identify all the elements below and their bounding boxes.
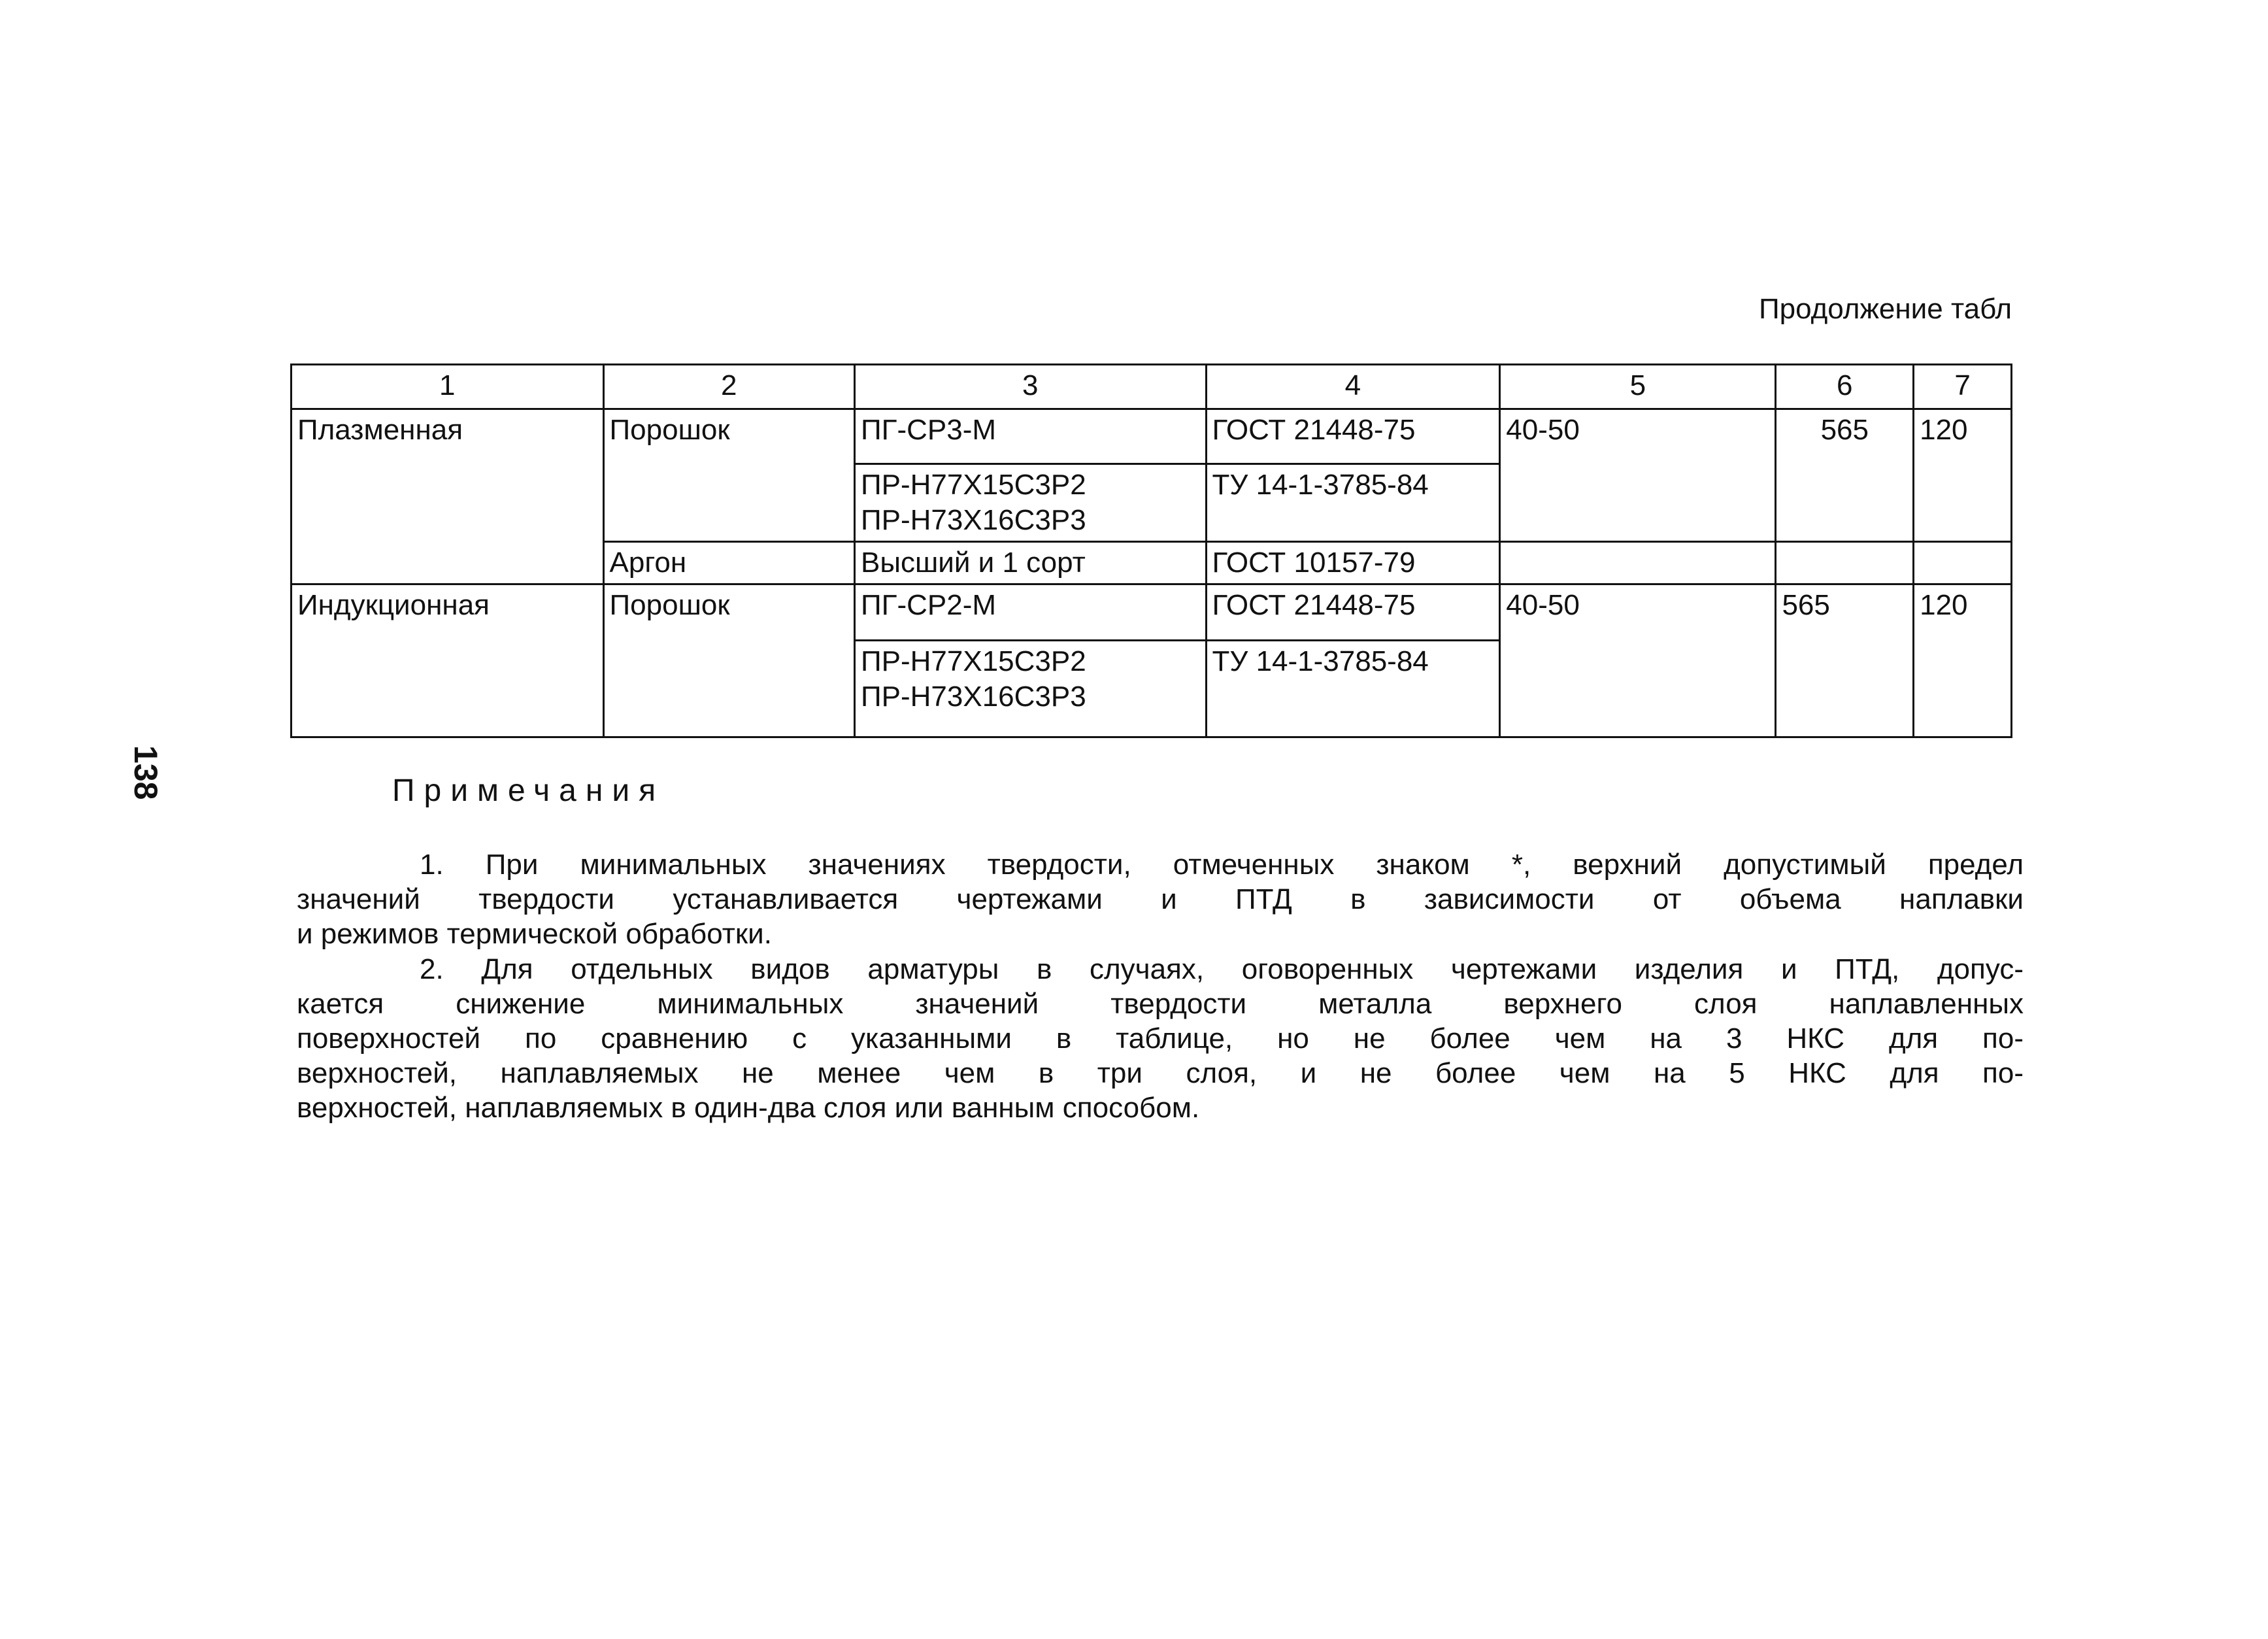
material-kind-cell: Аргон [603, 542, 854, 584]
material-grade-cell: ПГ-СР3-М [855, 409, 1207, 464]
note-line: и режимов термической обработки. [297, 918, 772, 950]
grade-line: ПР-Н77Х15С3Р2 [861, 645, 1086, 677]
table-continuation-label: Продолжение табл [1759, 293, 2012, 325]
table-row [292, 409, 2012, 464]
table-header-row [292, 365, 2012, 409]
materials-table [290, 363, 2012, 738]
note-1 [297, 847, 2024, 951]
page-number: 138 [127, 745, 164, 800]
header-cell: 2 [603, 365, 854, 409]
standard-cell: ГОСТ 10157-79 [1206, 542, 1500, 584]
material-kind-cell: Порошок [603, 584, 854, 737]
col7-cell: 120 [1914, 409, 2012, 542]
standard-cell: ТУ 14-1-3785-84 [1206, 641, 1500, 737]
header-cell: 1 [292, 365, 604, 409]
note-line: поверхностей по сравнению с указанными в таблице, но не более чем на 3 НКС для по- [297, 1022, 2024, 1055]
header-cell: 7 [1914, 365, 2012, 409]
material-grade-cell: ПГ-СР2-М [855, 584, 1207, 641]
notes-title: Примечания [392, 773, 665, 808]
standard-cell: ГОСТ 21448-75 [1206, 409, 1500, 464]
col6-cell: 565 [1776, 409, 1914, 542]
note-line: кается снижение минимальных значений твердости металла верхнего слоя наплавленных [297, 988, 2024, 1020]
note-line: значений твердости устанавливается чертежами и ПТД в зависимости от объема наплавки [297, 883, 2024, 915]
note-line: 2. Для отдельных видов арматуры в случаях, оговоренных чертежами изделия и ПТД, допус- [420, 953, 2024, 985]
table-row [292, 584, 2012, 641]
note-line: 1. При минимальных значениях твердости, отмеченных знаком *, верхний допустимый предел [420, 849, 2024, 881]
method-cell: Плазменная [292, 409, 604, 584]
header-cell: 4 [1206, 365, 1500, 409]
col7-cell: 120 [1914, 584, 2012, 737]
col6-cell [1776, 542, 1914, 584]
material-kind-cell: Порошок [603, 409, 854, 542]
col6-cell: 565 [1776, 584, 1914, 737]
grade-line: ПР-Н77Х15С3Р2 [861, 469, 1086, 501]
standard-cell: ТУ 14-1-3785-84 [1206, 464, 1500, 542]
col5-cell [1500, 542, 1776, 584]
standard-cell: ГОСТ 21448-75 [1206, 584, 1500, 641]
note-2 [297, 952, 2024, 1125]
material-grade-cell [855, 464, 1207, 542]
note-line: верхностей, наплавляемых не менее чем в три слоя, и не более чем на 5 НКС для по- [297, 1057, 2024, 1089]
header-cell: 3 [855, 365, 1207, 409]
material-grade-cell: Высший и 1 сорт [855, 542, 1207, 584]
material-grade-cell [855, 641, 1207, 737]
header-cell: 6 [1776, 365, 1914, 409]
col5-cell: 40-50 [1500, 584, 1776, 737]
col7-cell [1914, 542, 2012, 584]
col5-cell: 40-50 [1500, 409, 1776, 542]
grade-line: ПР-Н73Х16С3Р3 [861, 504, 1086, 536]
header-cell: 5 [1500, 365, 1776, 409]
grade-line: ПР-Н73Х16С3Р3 [861, 681, 1086, 713]
method-cell: Индукционная [292, 584, 604, 737]
note-line: верхностей, наплавляемых в один-два слоя или ванным способом. [297, 1092, 1200, 1124]
